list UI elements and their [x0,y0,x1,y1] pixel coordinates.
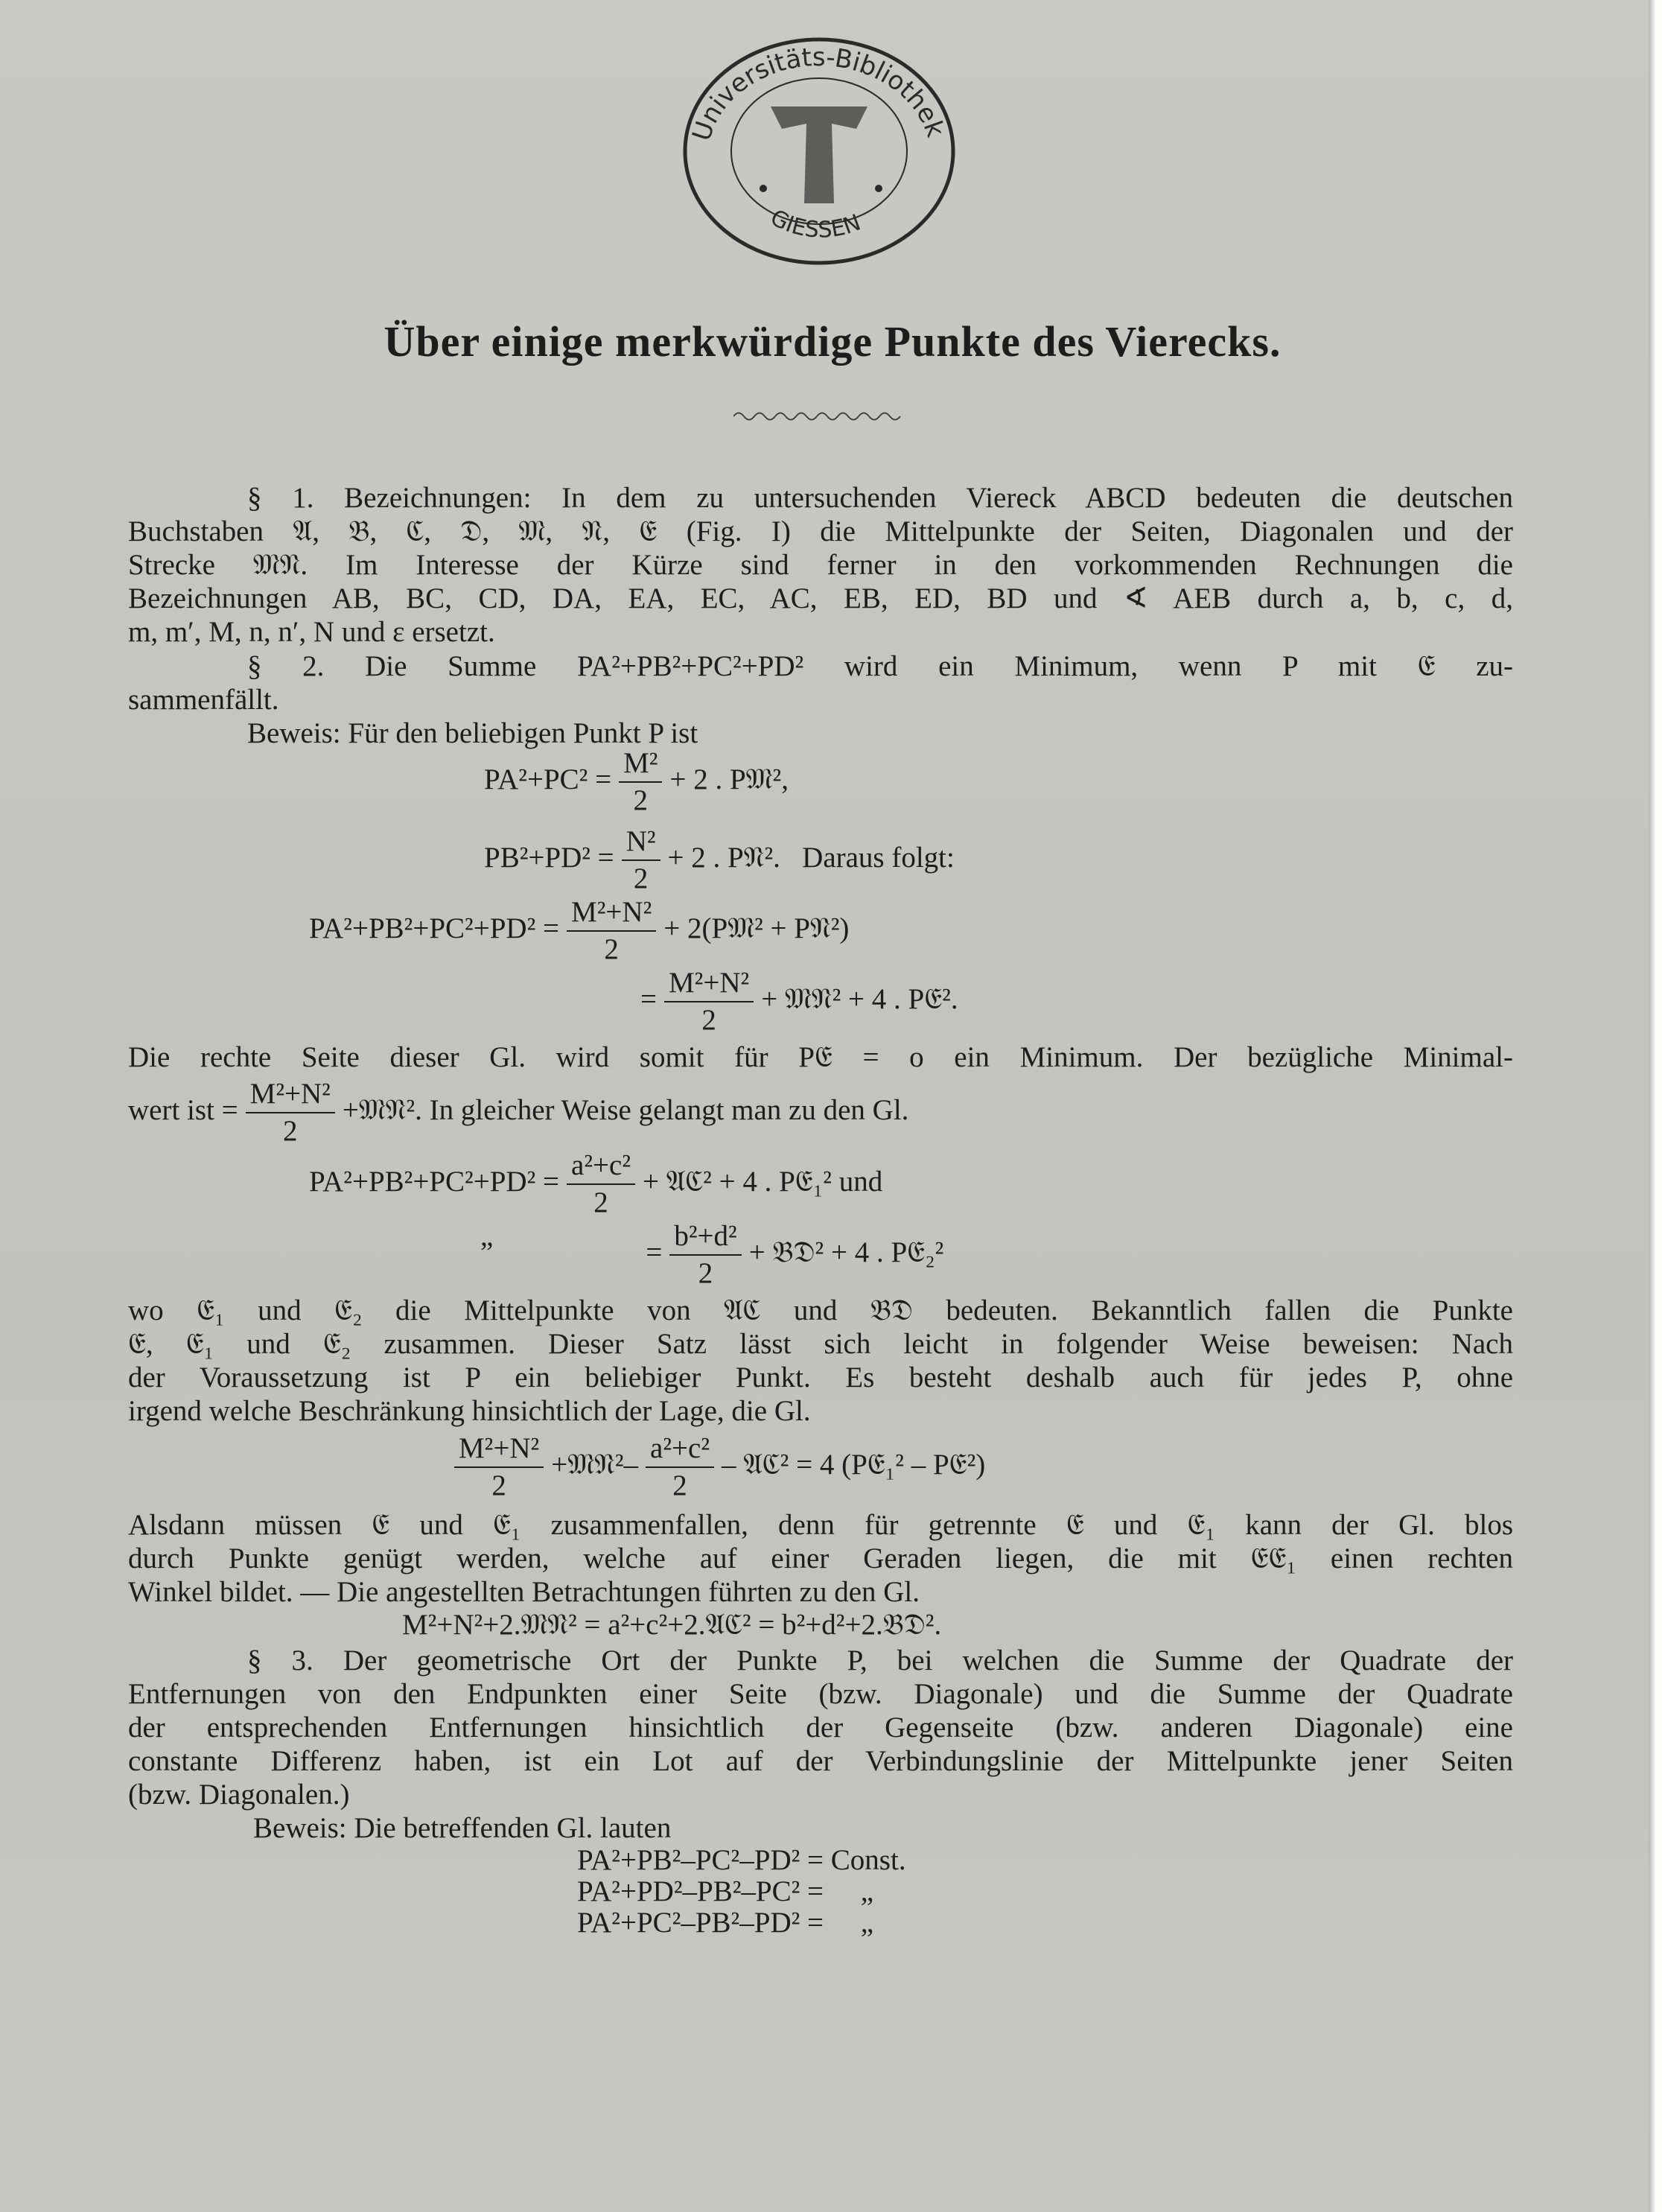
sec2-para-line-1: wo 𝔈₁ und 𝔈₂ die Mittelpunkte von 𝔄ℭ und 𝔅𝔇 bedeuten. Bekanntlich fallen die Punkte [128,1294,1513,1326]
sec3-line-1: § 3. Der geometrische Ort der Punkte P, bei welchen die Summe der Quadrate der [247,1644,1513,1677]
sec2-para2-line-1: Alsdann müssen 𝔈 und 𝔈₁ zusammenfallen, denn für getrennte 𝔈 und 𝔈₁ kann der Gl. blos [128,1509,1513,1541]
sec3-equation-1: PA²+PB²–PC²–PD² = Const. [577,1844,906,1876]
sec2-para-line-3: der Voraussetzung ist P ein beliebiger Punkt. Es besteht deshalb auch für jedes P, ohne [128,1361,1513,1393]
sec3-line-4: constante Differenz haben, ist ein Lot auf der Verbindungslinie der Mittelpunkte jener Seiten [128,1745,1513,1777]
equation-4: = $\frac{\text{M²+N²}}{2}$ + 𝔐𝔑² + 4 . P𝔈². [640,967,958,1036]
equation-5: PA²+PB²+PC²+PD² = $\frac{\text{a²+c²}}{2}$ + 𝔄ℭ² + 4 . P𝔈₁² und [309,1149,883,1218]
sec2-para2-line-3: Winkel bildet. — Die angestellten Betrachtungen führten zu den Gl. [128,1576,920,1608]
svg-text:Universitäts-Bibliothek: Universitäts-Bibliothek [687,42,951,145]
sec1-line-3: Strecke 𝔐𝔑. Im Interesse der Kürze sind ferner in den vorkommenden Rechnungen die [128,549,1513,581]
sec3-equation-2: PA²+PD²–PB²–PC² = „ [577,1875,874,1907]
title-ornament [733,408,901,425]
sec3-line-3: der entsprechenden Entfernungen hinsichtlich der Gegenseite (bzw. anderen Diagonale) eine [128,1712,1513,1744]
sec2-line-2: sammenfällt. [128,684,279,716]
sec1-line-4: Bezeichnungen AB, BC, CD, DA, EA, EC, AC, EB, ED, BD und ∢ AEB durch a, b, c, d, [128,582,1513,614]
svg-text:GIESSEN: GIESSEN [765,204,865,244]
equation-2: PB²+PD² = $\frac{\text{N²}}{2}$ + 2 . P𝔑². Daraus folgt: [484,825,955,894]
sec3-equation-3: PA²+PC²–PB²–PD² = „ [577,1907,874,1939]
minimal-value-line: wert ist = $\frac{\text{M²+N²}}{2}$ +𝔐𝔑². In gleicher Weise gelangt man zu den Gl. [128,1078,909,1147]
equation-6: ” = $\frac{\text{b²+d²}}{2}$ + 𝔅𝔇² + 4 . P𝔈₂² [480,1220,944,1289]
sec2-para-line-4: irgend welche Beschränkung hinsichtlich der Lage, die Gl. [128,1395,811,1427]
sec2-line-1: § 2. Die Summe PA²+PB²+PC²+PD² wird ein Minimum, wenn P mit 𝔈 zu- [247,650,1513,682]
sec1-line-1: § 1. Bezeichnungen: In dem zu untersuchenden Viereck ABCD bedeuten die deutschen [247,482,1513,514]
sec2-proof: Beweis: Für den beliebigen Punkt P ist [247,717,698,749]
sec2-text-1: Die rechte Seite dieser Gl. wird somit für P𝔈 = o ein Minimum. Der bezügliche Minimal- [128,1041,1513,1073]
equation-3: PA²+PB²+PC²+PD² = $\frac{\text{M²+N²}}{2}$ + 2(P𝔐² + P𝔑²) [309,896,850,965]
sec2-para2-line-2: durch Punkte genügt werden, welche auf einer Geraden liegen, die mit 𝔈𝔈₁ einen rechten [128,1542,1513,1574]
sec3-proof: Beweis: Die betreffenden Gl. lauten [253,1812,672,1844]
sec1-line-2: Buchstaben 𝔄, 𝔅, ℭ, 𝔇, 𝔐, 𝔑, 𝔈 (Fig. I) die Mittelpunkte der Seiten, Diagonalen und der [128,515,1513,547]
equation-1: PA²+PC² = $\frac{\text{M²}}{2}$ + 2 . P𝔐², [484,747,789,816]
equation-7: $\frac{\text{M²+N²}}{2}$ +𝔐𝔑²– $\frac{\text{a²+c²}}{2}$ – 𝔄ℭ² = 4 (P𝔈₁² – P𝔈²) [447,1432,985,1502]
page-title: Über einige merkwürdige Punkte des Vierecks. [383,317,1282,366]
sec2-para-line-2: 𝔈, 𝔈₁ und 𝔈₂ zusammen. Dieser Satz lässt sich leicht in folgender Weise beweisen: Nach [128,1328,1513,1360]
equation-8: M²+N²+2.𝔐𝔑² = a²+c²+2.𝔄ℭ² = b²+d²+2.𝔅𝔇². [402,1609,942,1641]
sec3-line-2: Entfernungen von den Endpunkten einer Seite (bzw. Diagonale) und die Summe der Quadrate [128,1678,1513,1710]
sec3-line-5: (bzw. Diagonalen.) [128,1779,350,1811]
sec1-line-5: m, m′, M, n, n′, N und ε ersetzt. [128,616,495,648]
library-stamp [674,28,964,274]
